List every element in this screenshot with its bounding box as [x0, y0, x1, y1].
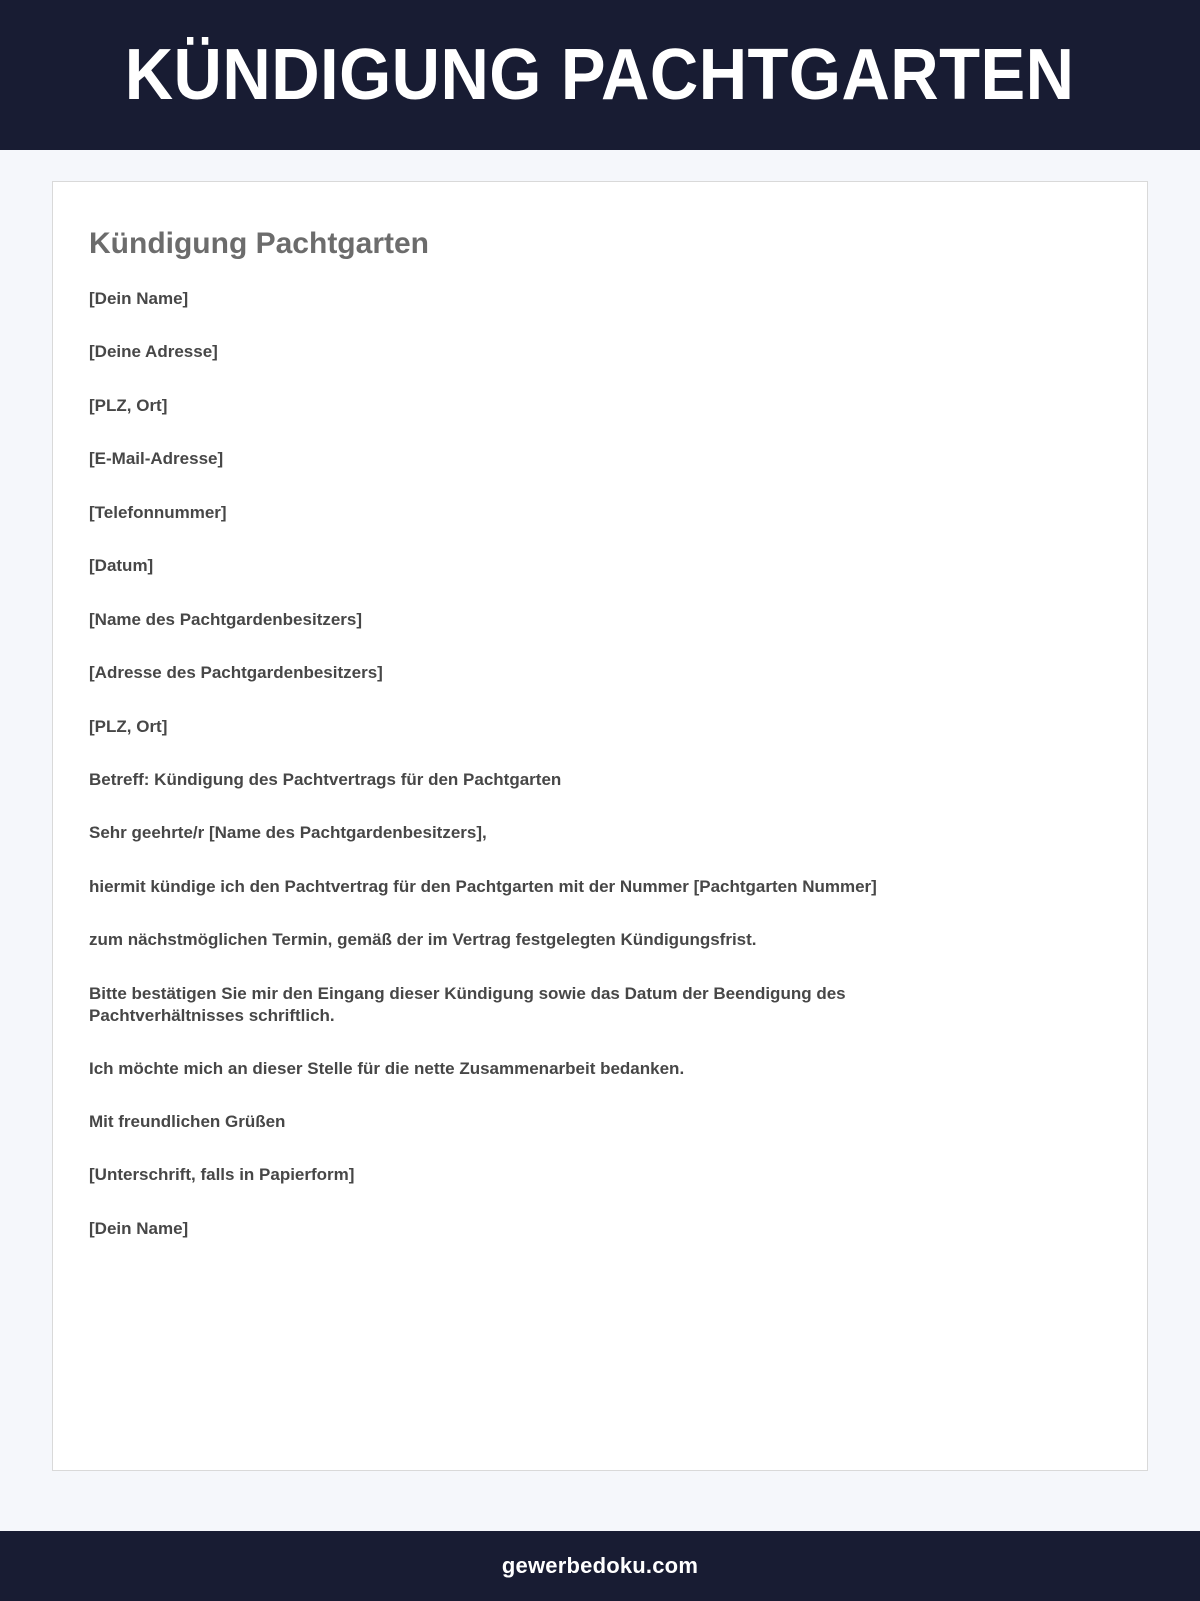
- signature-name-line: [Dein Name]: [89, 1218, 189, 1238]
- sender-address-line: [Deine Adresse]: [89, 342, 218, 362]
- body-thanks-line: Ich möchte mich an dieser Stelle für die nette Zusammenarbeit bedanken.: [89, 1058, 685, 1078]
- page-footer: [0, 1531, 1200, 1601]
- content-area: [0, 150, 1200, 1531]
- recipient-postal-city-line: [PLZ, Ort]: [89, 716, 168, 736]
- body-termination-line: hiermit kündige ich den Pachtvertrag für den Pachtgarten mit der Nummer [Pachtgarten Nummer]: [89, 876, 877, 896]
- signature-placeholder-line: [Unterschrift, falls in Papierform]: [89, 1165, 355, 1185]
- document-title: Kündigung Pachtgarten: [89, 227, 429, 260]
- body-deadline-line: zum nächstmöglichen Termin, gemäß der im Vertrag festgelegten Kündigungsfrist.: [89, 930, 757, 950]
- page-header-banner: [0, 0, 1200, 150]
- letter-date-line: [Datum]: [89, 556, 154, 576]
- subject-line: Betreff: Kündigung des Pachtvertrags für den Pachtgarten: [89, 769, 562, 789]
- footer-brand-label: gewerbedoku.com: [501, 1553, 699, 1578]
- salutation-line: Sehr geehrte/r [Name des Pachtgardenbesitzers],: [89, 823, 487, 843]
- sender-name-line: [Dein Name]: [89, 289, 189, 308]
- page-header-title: KÜNDIGUNG PACHTGARTEN: [125, 35, 1075, 115]
- sender-phone-line: [Telefonnummer]: [89, 502, 227, 522]
- sender-email-line: [E-Mail-Adresse]: [89, 449, 224, 469]
- body-confirmation-line: Bitte bestätigen Sie mir den Eingang dieser Kündigung sowie das Datum der Beendigung des Pachtverhältnisses schriftlich.: [89, 983, 846, 1026]
- sender-postal-city-line: [PLZ, Ort]: [89, 395, 168, 415]
- document-card: [52, 181, 1148, 1471]
- closing-greeting-line: Mit freundlichen Grüßen: [89, 1112, 286, 1131]
- recipient-name-line: [Name des Pachtgardenbesitzers]: [89, 609, 363, 629]
- recipient-address-line: [Adresse des Pachtgardenbesitzers]: [89, 663, 383, 683]
